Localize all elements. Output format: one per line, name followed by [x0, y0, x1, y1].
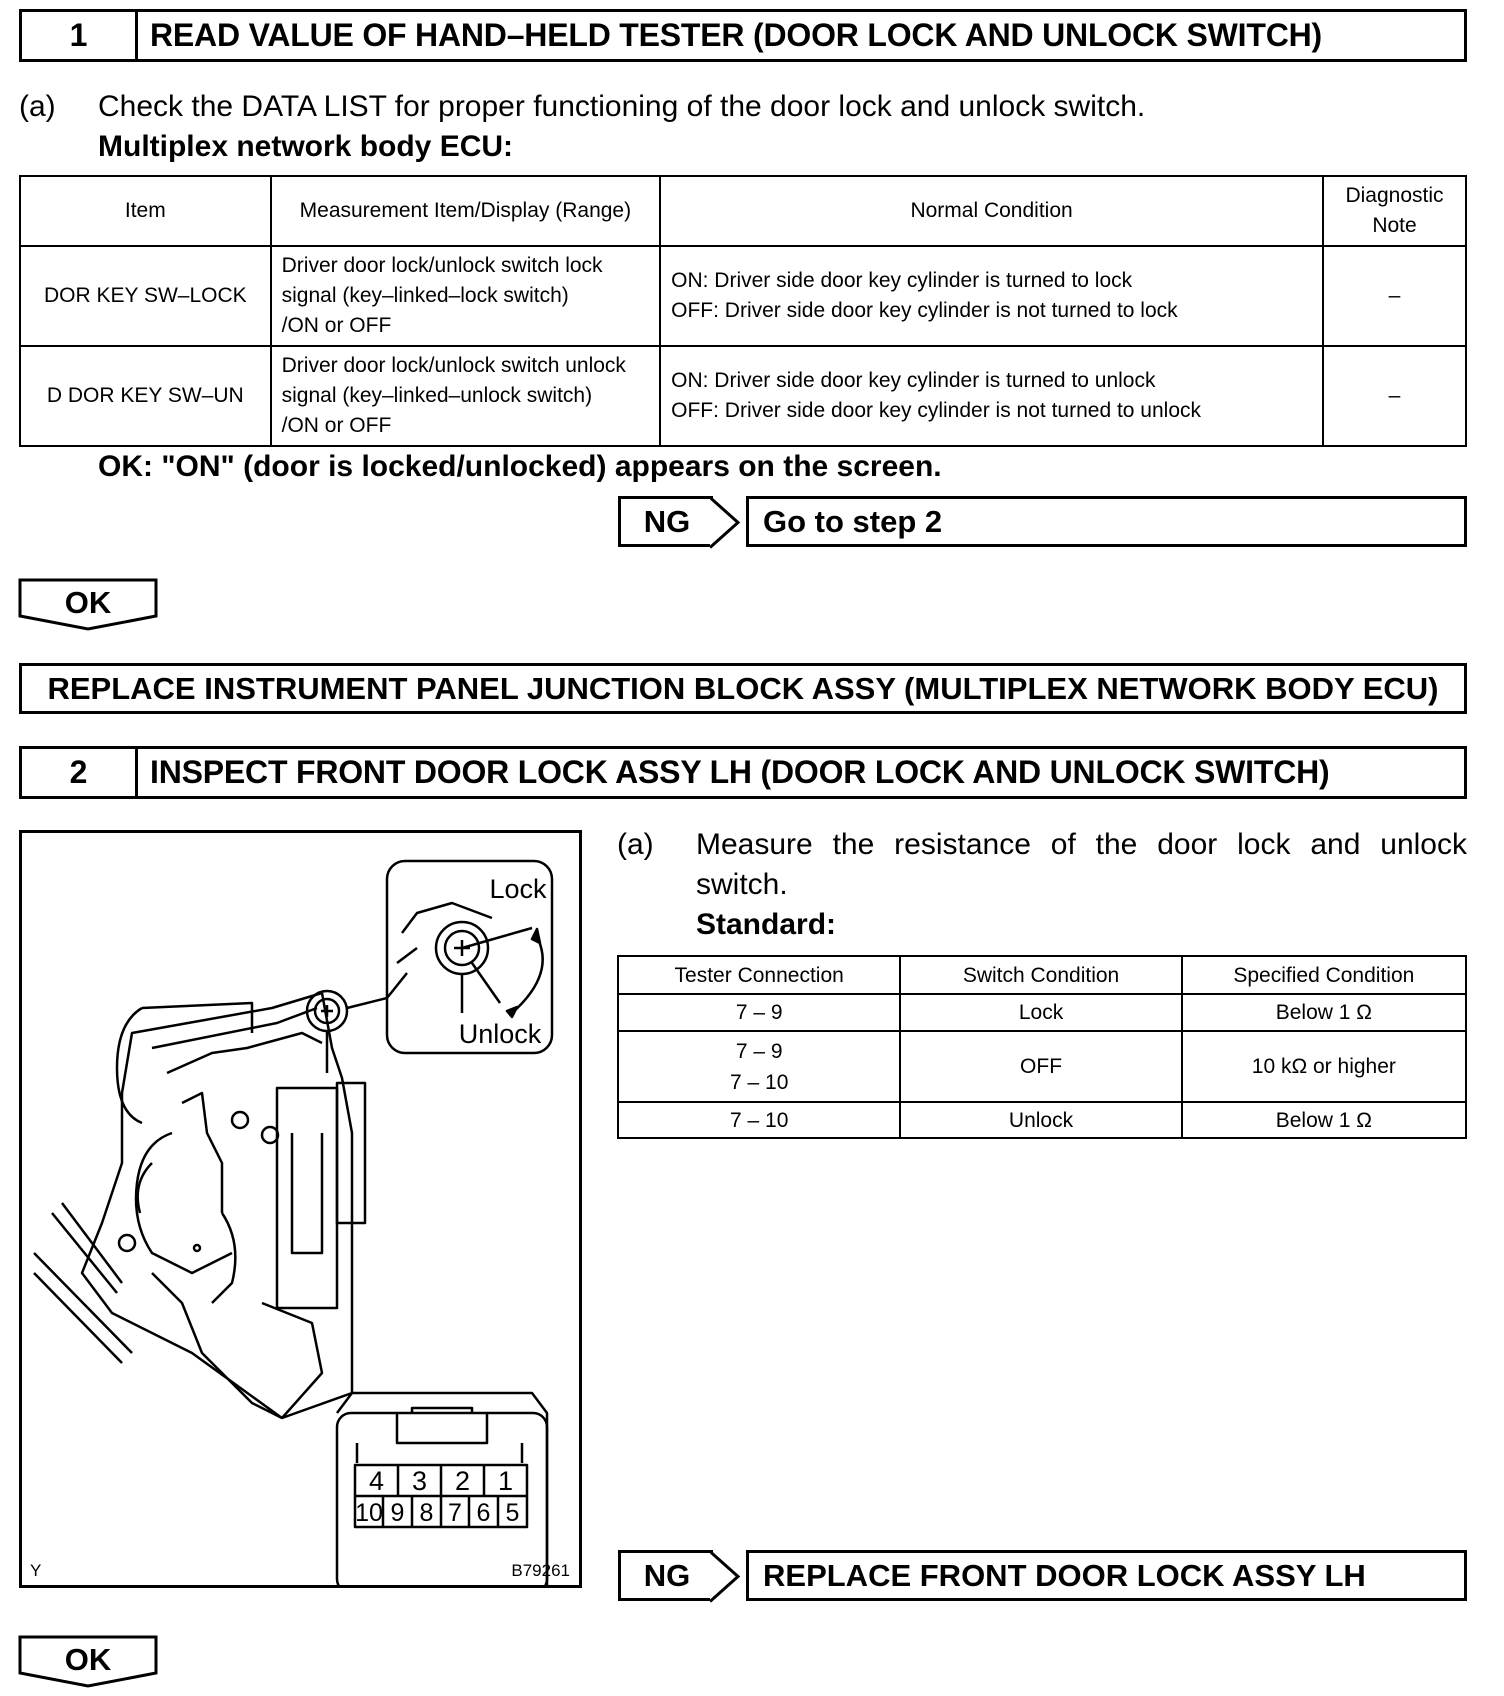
normal-line: OFF: Driver side door key cylinder is not turned to unlock [671, 399, 1202, 422]
connector-pin: 9 [390, 1499, 405, 1527]
row-spec: 10 kΩ or higher [1182, 1031, 1466, 1102]
connector-pin: 10 [355, 1499, 383, 1527]
row-normal-condition [660, 246, 1323, 346]
step-2-number: 2 [22, 749, 138, 796]
measurement-line: Driver door lock/unlock switch unlock [281, 354, 626, 377]
header-switch-condition: Switch Condition [900, 956, 1181, 994]
normal-line: ON: Driver side door key cylinder is turned to unlock [671, 369, 1156, 392]
ng-label: NG [643, 503, 691, 539]
step-2-instruction-line-1: Measure the resistance of the door lock and unlock [696, 828, 1467, 861]
replace-ecu-label: REPLACE INSTRUMENT PANEL JUNCTION BLOCK ASSY (MULTIPLEX NETWORK BODY ECU) [47, 670, 1439, 706]
table-row [618, 994, 1466, 1031]
door-lock-figure [19, 830, 582, 1588]
row-measurement [271, 246, 661, 346]
step-1-sub-marker: (a) [19, 90, 56, 123]
connection-line: 7 – 9 [735, 1039, 783, 1063]
lock-label: Lock [489, 874, 547, 904]
step-2-sub-marker: (a) [617, 828, 654, 861]
measurement-line: signal (key–linked–lock switch) [281, 284, 569, 307]
table-row [618, 1031, 1466, 1102]
table-header-row [618, 956, 1466, 994]
ng-target-go-to-step-2[interactable] [746, 496, 1467, 547]
row-spec: Below 1 Ω [1182, 994, 1466, 1031]
row-connection: 7 – 9 [618, 994, 900, 1031]
header-specified-condition: Specified Condition [1182, 956, 1466, 994]
ng-target-replace-door-lock[interactable] [746, 1550, 1467, 1601]
row-item: DOR KEY SW–LOCK [20, 246, 271, 346]
data-list-table [19, 175, 1467, 447]
header-diagnostic-note-text: Diagnostic Note [1345, 184, 1444, 237]
resistance-table [617, 955, 1467, 1139]
row-item: D DOR KEY SW–UN [20, 346, 271, 446]
ng-box-step-2 [618, 1550, 713, 1601]
table-row [618, 1102, 1466, 1138]
connector-pin: 8 [419, 1499, 434, 1527]
ng-arrow-icon [710, 496, 750, 549]
ok-label-step-1: OK [64, 585, 112, 620]
step-2-instruction-line-2: switch. [696, 868, 788, 901]
measurement-line: /ON or OFF [281, 314, 392, 337]
step-2-title: INSPECT FRONT DOOR LOCK ASSY LH (DOOR LOCK AND UNLOCK SWITCH) [150, 754, 1330, 790]
row-connection [618, 1031, 900, 1102]
row-normal-condition [660, 346, 1323, 446]
ng-label: NG [643, 1557, 691, 1593]
table-row [20, 246, 1466, 346]
figure-code: B79261 [511, 1561, 570, 1580]
header-normal-condition: Normal Condition [660, 176, 1323, 246]
connector-pin: 4 [368, 1466, 385, 1496]
step-1-instruction: Check the DATA LIST for proper functioning of the door lock and unlock switch. [98, 90, 1146, 123]
row-connection: 7 – 10 [618, 1102, 900, 1138]
measurement-line: Driver door lock/unlock switch lock [281, 254, 603, 277]
replace-ecu-bar [19, 663, 1467, 714]
row-switch: Unlock [900, 1102, 1181, 1138]
row-measurement [271, 346, 661, 446]
connector-pin: 6 [476, 1499, 491, 1527]
ok-label-step-2: OK [64, 1642, 112, 1677]
measurement-line: signal (key–linked–unlock switch) [281, 384, 593, 407]
header-measurement: Measurement Item/Display (Range) [271, 176, 661, 246]
standard-label: Standard: [696, 908, 837, 941]
ng-target-label: Go to step 2 [763, 503, 943, 539]
ng-box-step-1 [618, 496, 713, 547]
connector-pin: 7 [448, 1499, 462, 1527]
table-row [20, 346, 1466, 446]
figure-corner-mark: Y [30, 1561, 42, 1580]
row-switch: Lock [900, 994, 1181, 1031]
unlock-label: Unlock [458, 1019, 542, 1049]
connector-pin: 3 [411, 1466, 428, 1496]
step-1-number: 1 [22, 12, 138, 59]
step-1-title: READ VALUE OF HAND–HELD TESTER (DOOR LOCK AND UNLOCK SWITCH) [150, 17, 1322, 53]
row-note: – [1323, 246, 1466, 346]
header-tester-connection: Tester Connection [618, 956, 900, 994]
ng-target-label: REPLACE FRONT DOOR LOCK ASSY LH [763, 1557, 1366, 1593]
normal-line: ON: Driver side door key cylinder is turned to lock [671, 269, 1133, 292]
connector-pin: 5 [505, 1499, 520, 1527]
table-header-row [20, 176, 1466, 246]
header-item: Item [20, 176, 271, 246]
step-1-header [19, 9, 1467, 62]
row-switch: OFF [900, 1031, 1181, 1102]
connector-pin: 2 [454, 1466, 471, 1496]
connector-pin: 1 [497, 1466, 514, 1496]
normal-line: OFF: Driver side door key cylinder is not turned to lock [671, 299, 1178, 322]
door-lock-illustration [22, 833, 579, 1585]
ng-arrow-icon [710, 1550, 750, 1603]
header-diagnostic-note [1323, 176, 1466, 246]
connection-line: 7 – 10 [729, 1070, 789, 1094]
ok-statement: OK: "ON" (door is locked/unlocked) appears on the screen. [98, 450, 942, 483]
measurement-line: /ON or OFF [281, 414, 392, 437]
row-note: – [1323, 346, 1466, 446]
step-2-header [19, 746, 1467, 799]
row-spec: Below 1 Ω [1182, 1102, 1466, 1138]
ecu-label: Multiplex network body ECU: [98, 130, 514, 163]
